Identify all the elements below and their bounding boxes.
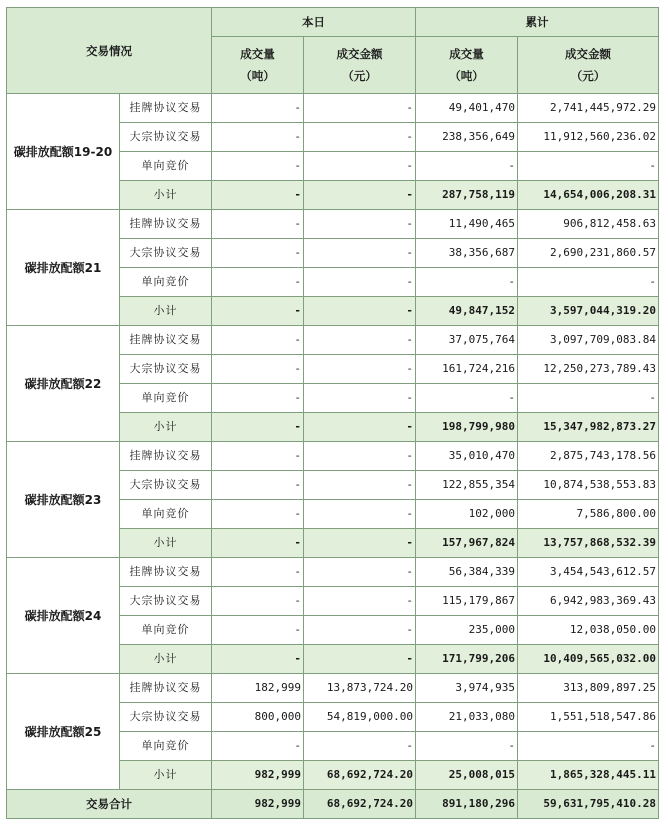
today-amount: -: [304, 239, 416, 268]
trade-type: 大宗协议交易: [120, 703, 212, 732]
today-amount: -: [304, 645, 416, 674]
trade-type: 大宗协议交易: [120, 239, 212, 268]
today-volume: 982,999: [212, 761, 304, 790]
today-amount: -: [304, 500, 416, 529]
today-amount: -: [304, 210, 416, 239]
today-amount: -: [304, 442, 416, 471]
trade-type: 小计: [120, 181, 212, 210]
trade-type: 小计: [120, 645, 212, 674]
today-amount: -: [304, 732, 416, 761]
cumulative-volume: 171,799,206: [416, 645, 518, 674]
trade-type: 挂牌协议交易: [120, 558, 212, 587]
cumulative-amount: 15,347,982,873.27: [518, 413, 659, 442]
cumulative-volume: 102,000: [416, 500, 518, 529]
trade-type: 大宗协议交易: [120, 355, 212, 384]
table-row: [7, 326, 659, 355]
today-amount-header: [304, 37, 416, 94]
today-amount: -: [304, 152, 416, 181]
cumulative-amount: 12,038,050.00: [518, 616, 659, 645]
today-volume: -: [212, 529, 304, 558]
cumulative-amount: 313,809,897.25: [518, 674, 659, 703]
table-row: [7, 210, 659, 239]
trade-type: 单向竞价: [120, 616, 212, 645]
today-volume: -: [212, 297, 304, 326]
cumulative-amount: 14,654,006,208.31: [518, 181, 659, 210]
cumulative-amount: 10,874,538,553.83: [518, 471, 659, 500]
trade-type: 挂牌协议交易: [120, 210, 212, 239]
cumulative-volume: 235,000: [416, 616, 518, 645]
category-name: 碳排放配额21: [7, 210, 120, 326]
cumulative-volume: 3,974,935: [416, 674, 518, 703]
cumulative-amount: 1,551,518,547.86: [518, 703, 659, 732]
cumulative-volume: 56,384,339: [416, 558, 518, 587]
trade-type: 单向竞价: [120, 152, 212, 181]
today-amount: 68,692,724.20: [304, 761, 416, 790]
trade-type: 小计: [120, 413, 212, 442]
today-volume: -: [212, 616, 304, 645]
amount-unit: （元）: [570, 69, 606, 83]
table-row: [7, 94, 659, 123]
trade-situation-header: 交易情况: [7, 8, 212, 94]
trade-type: 挂牌协议交易: [120, 94, 212, 123]
today-volume: -: [212, 500, 304, 529]
today-volume: -: [212, 94, 304, 123]
category-name: 碳排放配额25: [7, 674, 120, 790]
today-amount: -: [304, 413, 416, 442]
trade-type: 小计: [120, 761, 212, 790]
today-amount: -: [304, 123, 416, 152]
today-amount: -: [304, 384, 416, 413]
trade-type: 小计: [120, 297, 212, 326]
today-amount: -: [304, 471, 416, 500]
cumulative-amount: 13,757,868,532.39: [518, 529, 659, 558]
today-amount: -: [304, 587, 416, 616]
cumulative-volume: 287,758,119: [416, 181, 518, 210]
cumulative-amount: 7,586,800.00: [518, 500, 659, 529]
cumulative-volume: 49,847,152: [416, 297, 518, 326]
today-amount: -: [304, 616, 416, 645]
cumulative-volume-header: [416, 37, 518, 94]
today-header: 本日: [212, 8, 416, 37]
trade-type: 大宗协议交易: [120, 587, 212, 616]
cumulative-amount: 11,912,560,236.02: [518, 123, 659, 152]
trade-type: 挂牌协议交易: [120, 674, 212, 703]
today-amount: -: [304, 297, 416, 326]
table-row: [7, 442, 659, 471]
cumulative-volume: -: [416, 152, 518, 181]
volume-unit: （吨）: [449, 69, 484, 83]
today-volume: 800,000: [212, 703, 304, 732]
today-volume: -: [212, 210, 304, 239]
today-volume: -: [212, 413, 304, 442]
cumulative-amount: 1,865,328,445.11: [518, 761, 659, 790]
cumulative-amount: -: [518, 268, 659, 297]
total-cumulative-volume: 891,180,296: [416, 790, 518, 819]
cumulative-header: 累计: [416, 8, 659, 37]
trading-table: [6, 7, 659, 819]
amount-unit: （元）: [342, 69, 377, 83]
cumulative-amount: -: [518, 384, 659, 413]
volume-unit: （吨）: [240, 69, 275, 83]
today-volume: -: [212, 442, 304, 471]
today-volume: -: [212, 471, 304, 500]
today-amount: -: [304, 558, 416, 587]
today-volume: -: [212, 181, 304, 210]
today-volume: -: [212, 239, 304, 268]
cumulative-volume: 21,033,080: [416, 703, 518, 732]
cumulative-amount: 2,875,743,178.56: [518, 442, 659, 471]
today-volume: -: [212, 152, 304, 181]
trade-type: 单向竞价: [120, 384, 212, 413]
cumulative-amount: 2,690,231,860.57: [518, 239, 659, 268]
category-name: 碳排放配额19-20: [7, 94, 120, 210]
cumulative-volume: 161,724,216: [416, 355, 518, 384]
cumulative-volume: 115,179,867: [416, 587, 518, 616]
trade-type: 小计: [120, 529, 212, 558]
today-volume: -: [212, 355, 304, 384]
cumulative-volume: -: [416, 732, 518, 761]
cumulative-volume: 49,401,470: [416, 94, 518, 123]
trade-type: 单向竞价: [120, 268, 212, 297]
amount-label: 成交金额: [565, 47, 611, 61]
today-volume: -: [212, 645, 304, 674]
today-volume: -: [212, 384, 304, 413]
category-name: 碳排放配额24: [7, 558, 120, 674]
cumulative-volume: 35,010,470: [416, 442, 518, 471]
volume-label: 成交量: [449, 47, 484, 61]
cumulative-amount: 3,097,709,083.84: [518, 326, 659, 355]
today-volume: -: [212, 123, 304, 152]
today-volume: -: [212, 326, 304, 355]
total-label: 交易合计: [7, 790, 212, 819]
cumulative-volume: 198,799,980: [416, 413, 518, 442]
cumulative-volume: 38,356,687: [416, 239, 518, 268]
today-amount: -: [304, 326, 416, 355]
total-today-amount: 68,692,724.20: [304, 790, 416, 819]
today-volume: 182,999: [212, 674, 304, 703]
today-volume: -: [212, 587, 304, 616]
cumulative-amount: 3,597,044,319.20: [518, 297, 659, 326]
today-amount: -: [304, 94, 416, 123]
cumulative-amount: 12,250,273,789.43: [518, 355, 659, 384]
cumulative-volume: -: [416, 384, 518, 413]
today-volume-header: [212, 37, 304, 94]
trade-type: 单向竞价: [120, 500, 212, 529]
total-cumulative-amount: 59,631,795,410.28: [518, 790, 659, 819]
cumulative-amount: -: [518, 732, 659, 761]
today-amount: -: [304, 529, 416, 558]
category-name: 碳排放配额22: [7, 326, 120, 442]
today-volume: -: [212, 558, 304, 587]
table-body: [7, 94, 659, 790]
trade-type: 挂牌协议交易: [120, 326, 212, 355]
cumulative-amount: 3,454,543,612.57: [518, 558, 659, 587]
today-amount: 54,819,000.00: [304, 703, 416, 732]
cumulative-amount: 6,942,983,369.43: [518, 587, 659, 616]
trade-type: 大宗协议交易: [120, 471, 212, 500]
table-row: [7, 558, 659, 587]
cumulative-amount: 2,741,445,972.29: [518, 94, 659, 123]
cumulative-amount-header: [518, 37, 659, 94]
amount-label: 成交金额: [336, 47, 383, 61]
cumulative-amount: 10,409,565,032.00: [518, 645, 659, 674]
total-row: [7, 790, 659, 819]
trade-type: 大宗协议交易: [120, 123, 212, 152]
table-row: [7, 674, 659, 703]
cumulative-volume: 157,967,824: [416, 529, 518, 558]
trade-type: 挂牌协议交易: [120, 442, 212, 471]
cumulative-volume: 25,008,015: [416, 761, 518, 790]
today-amount: -: [304, 268, 416, 297]
today-amount: -: [304, 181, 416, 210]
volume-label: 成交量: [240, 47, 275, 61]
today-amount: 13,873,724.20: [304, 674, 416, 703]
cumulative-volume: 37,075,764: [416, 326, 518, 355]
today-amount: -: [304, 355, 416, 384]
cumulative-volume: -: [416, 268, 518, 297]
total-today-volume: 982,999: [212, 790, 304, 819]
cumulative-volume: 122,855,354: [416, 471, 518, 500]
cumulative-amount: -: [518, 152, 659, 181]
today-volume: -: [212, 732, 304, 761]
cumulative-volume: 238,356,649: [416, 123, 518, 152]
trade-type: 单向竞价: [120, 732, 212, 761]
cumulative-amount: 906,812,458.63: [518, 210, 659, 239]
header-row-1: [7, 8, 659, 37]
cumulative-volume: 11,490,465: [416, 210, 518, 239]
today-volume: -: [212, 268, 304, 297]
category-name: 碳排放配额23: [7, 442, 120, 558]
